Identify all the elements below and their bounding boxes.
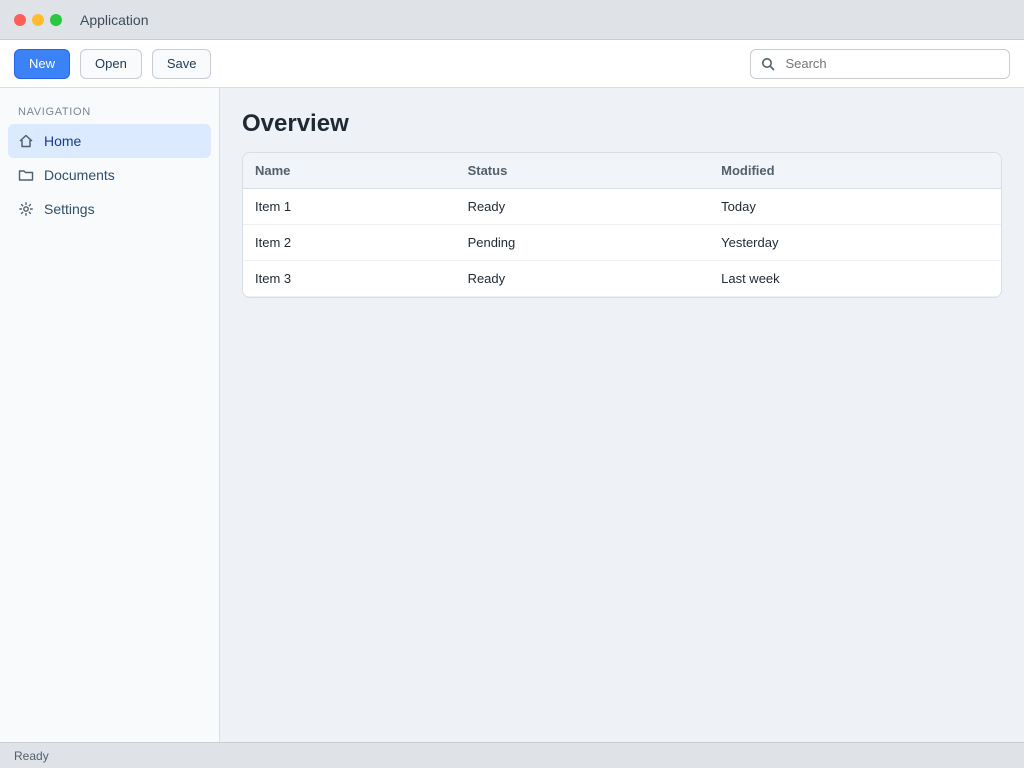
sidebar-item-label: Settings	[44, 201, 95, 217]
table-cell: Yesterday	[709, 225, 1001, 261]
table-cell: Item 2	[243, 225, 456, 261]
table-row[interactable]	[243, 261, 1001, 297]
table-row[interactable]	[243, 225, 1001, 261]
table-row[interactable]	[243, 189, 1001, 225]
main-content	[220, 88, 1024, 742]
table-cell: Item 1	[243, 189, 456, 225]
sidebar-item-label: Documents	[44, 167, 115, 183]
title-bar	[0, 0, 1024, 40]
window-title: Application	[80, 11, 149, 28]
table-cell: Today	[709, 189, 1001, 225]
sidebar-header: NAVIGATION	[18, 106, 91, 118]
sidebar-item-settings[interactable]	[8, 192, 211, 226]
new-button[interactable]: New	[14, 49, 70, 79]
save-button[interactable]: Save	[152, 49, 212, 79]
search-icon	[761, 56, 775, 72]
workspace	[0, 88, 1024, 742]
minimize-window-button[interactable]	[32, 14, 44, 26]
sidebar-item-home[interactable]	[8, 124, 211, 158]
search-box[interactable]	[750, 49, 1010, 79]
gear-icon	[18, 201, 34, 217]
table-cell: Ready	[456, 261, 710, 297]
close-window-button[interactable]	[14, 14, 26, 26]
table-cell: Pending	[456, 225, 710, 261]
status-bar	[0, 742, 1024, 768]
folder-icon	[18, 167, 34, 183]
window-controls	[14, 14, 62, 26]
table-cell: Item 3	[243, 261, 456, 297]
sidebar	[0, 88, 220, 742]
status-text: Ready	[14, 748, 49, 763]
toolbar	[0, 40, 1024, 88]
sidebar-item-documents[interactable]	[8, 158, 211, 192]
page-title: Overview	[242, 110, 349, 137]
maximize-window-button[interactable]	[50, 14, 62, 26]
table-cell: Last week	[709, 261, 1001, 297]
column-header[interactable]: Name	[243, 153, 456, 189]
data-table-panel	[242, 152, 1002, 298]
open-button[interactable]: Open	[80, 49, 142, 79]
search-input[interactable]	[783, 55, 999, 72]
column-header[interactable]: Modified	[709, 153, 1001, 189]
sidebar-item-label: Home	[44, 133, 82, 149]
data-table	[243, 153, 1001, 297]
table-cell: Ready	[456, 189, 710, 225]
table-header-row	[243, 153, 1001, 189]
home-icon	[18, 133, 34, 149]
column-header[interactable]: Status	[456, 153, 710, 189]
